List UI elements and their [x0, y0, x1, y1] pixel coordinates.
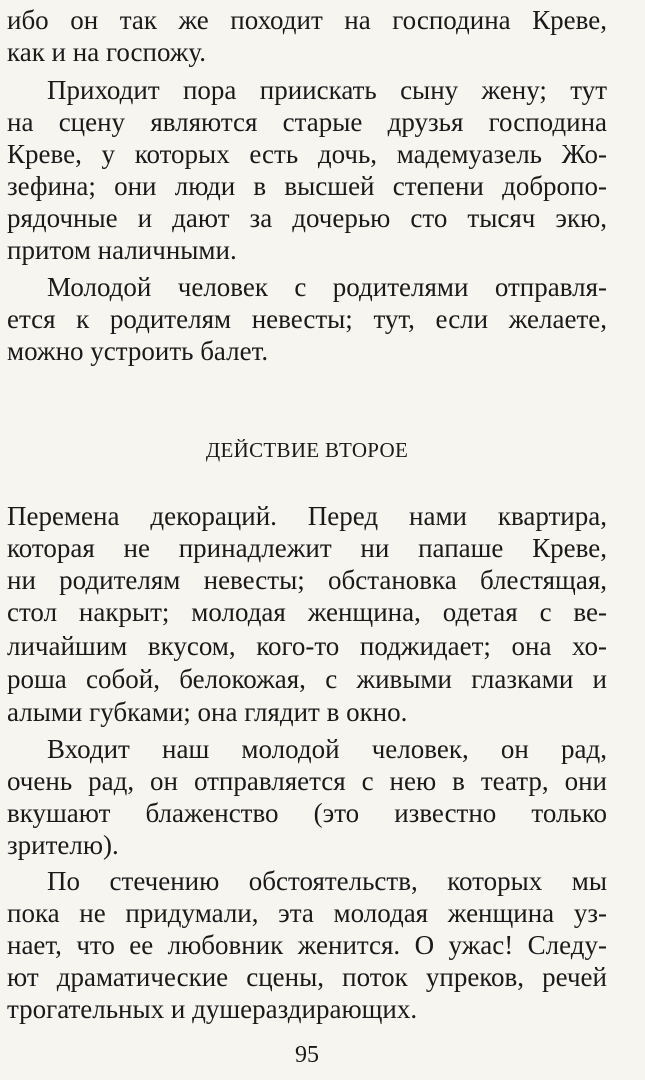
text-line: притом наличными. — [7, 235, 237, 265]
text-line: Молодой человек с родителями отправля- — [47, 272, 607, 302]
text-line: По стечению обстоятельств, которых мы — [47, 866, 607, 896]
text-line: алыми губками; она глядит в окно. — [7, 697, 408, 727]
text-line: вкушают блаженство (это известно только — [7, 798, 607, 828]
text-line: ется к родителям невесты; тут, если желаете, — [7, 304, 607, 334]
text-line: которая не принадлежит ни папаше Креве, — [7, 533, 607, 563]
text-line: ибо он так же походит на господина Креве, — [7, 5, 607, 35]
text-line: очень рад, он отправляется с нею в театр, они — [7, 766, 607, 796]
text-line: пока не придумали, эта молодая женщина уз- — [7, 898, 607, 928]
text-line: Входит наш молодой человек, он рад, — [47, 734, 607, 764]
text-line: роша собой, белокожая, с живыми глазками и — [7, 664, 607, 694]
text-line: рядочные и дают за дочерью сто тысяч экю, — [7, 203, 607, 233]
section-heading: ДЕЙСТВИЕ ВТОРОЕ — [205, 438, 409, 462]
text-line: трогательных и душераздирающих. — [7, 994, 418, 1024]
page-number: 95 — [295, 1042, 319, 1068]
text-line: зефина; они люди в высшей степени добропо- — [7, 171, 607, 201]
text-line: как и на госпожу. — [7, 37, 206, 67]
text-line: на сцену являются старые друзья господина — [7, 107, 607, 137]
text-line: нает, что ее любовник женится. О ужас! Следу- — [7, 930, 607, 960]
text-line: Перемена декораций. Перед нами квартира, — [7, 501, 607, 531]
text-line: Приходит пора приискать сыну жену; тут — [47, 75, 607, 105]
text-line: ни родителям невесты; обстановка блестящая, — [7, 565, 607, 595]
text-line: Креве, у которых есть дочь, мадемуазель Жо- — [7, 139, 607, 169]
text-line: можно устроить балет. — [7, 336, 269, 366]
text-line: стол накрыт; молодая женщина, одетая с ве- — [7, 597, 607, 627]
text-line: ют драматические сцены, поток упреков, речей — [7, 962, 607, 992]
text-line: личайшим вкусом, кого-то поджидает; она хо- — [7, 631, 607, 661]
text-line: зрителю). — [7, 830, 119, 860]
